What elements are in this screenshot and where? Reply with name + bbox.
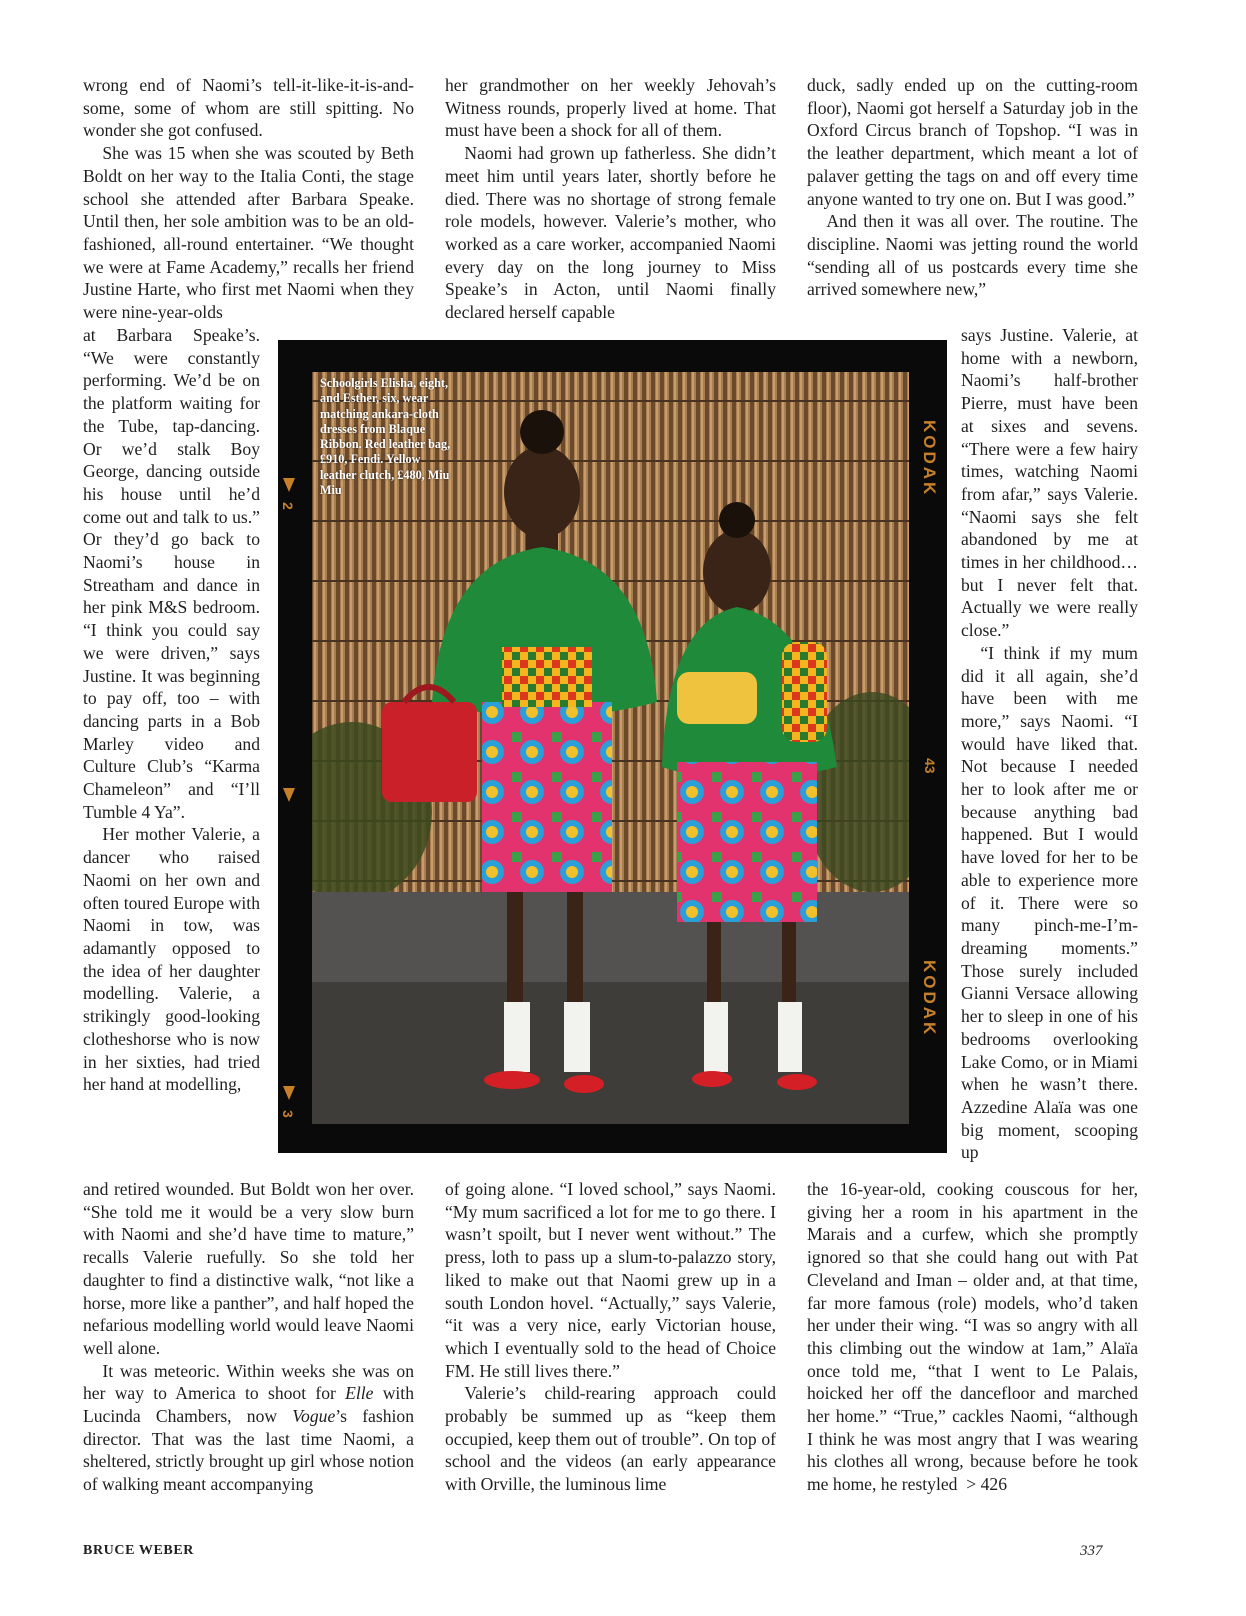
column-2-top — [445, 74, 776, 324]
paragraph: at Barbara Speake’s. “We were constantly performing. We’d be on the platform waiting for the Tube, tap-dancing. Or we’d stalk Boy George, dancing outside his house until he’d come out and talk to us.” Or they’d go back to Naomi’s house in Streatham and dance in her pink M&S bedroom. “I think you could say we were driven,” says Justine. It was beginning to pay off, too – with dancing parts in a Bob Marley video and Culture Club’s “Karma Chameleon” and “I’ll Tumble 4 Ya”. — [83, 325, 260, 822]
text-run: with Lucinda Chambers, now — [83, 1383, 414, 1427]
text-run: the 16-year-old, cooking couscous for her, giving her a room in his apartment in the Marais and a curfew, which she promptly ignored so that she could hang out with Pat Cleveland and Iman – older and, at that time, far more famous (role) models, who’d taken her under their wing. “I was so angry with all this climbing out the window at 1am,” Alaïa once told me, “that I went to Le Palais, hoicked her off the dancefloor and marched her home.” “True,” cackles Naomi, “although I think he was most angry that I was wearing his clothes all wrong, because before he took me home, he restyled — [807, 1179, 1138, 1495]
paragraph: Her mother Valerie, a dancer who raised Naomi on her own and often toured Europe with Naomi in tow, was adamantly opposed to the idea of her daughter modelling. Valerie, a strikingly good-looking clotheshorse who is now in her sixties, had tried her hand at modelling, — [83, 824, 260, 1095]
magazine-name: Vogue — [292, 1406, 336, 1427]
column-3-bottom — [807, 1178, 1138, 1496]
frame-number: 2 — [280, 502, 296, 510]
frame-number: 3 — [280, 1110, 296, 1118]
frame-marker-icon — [283, 478, 295, 492]
paragraph — [83, 1360, 414, 1496]
paragraph — [807, 1178, 1138, 1496]
film-brand-mark: KODAK — [920, 420, 939, 498]
frame-marker-icon — [283, 788, 295, 802]
column-3-narrow — [961, 324, 1138, 1164]
column-1-narrow — [83, 324, 260, 1096]
paragraph: says Justine. Valerie, at home with a newborn, Naomi’s half-brother Pierre, must have been at sixes and sevens. “There were a few hairy times, watching Naomi from afar,” says Valerie. “Naomi says she felt abandoned by me at times in her childhood… but I never felt that. Actually we were really close.” — [961, 325, 1138, 641]
column-3-top — [807, 74, 1138, 301]
paragraph: Naomi had grown up fatherless. She didn’t meet him until years later, shortly before he died. There was no shortage of strong female role models, however. Valerie’s mother, who worked as a care worker, accompanied Naomi every day on the long journey to Miss Speake’s in Acton, until Naomi finally declared herself capable — [445, 143, 776, 323]
paragraph: of going alone. “I loved school,” says Naomi. “My mum sacrificed a lot for me to go there. I wasn’t spoilt, but I never went without.” The press, loth to pass up a slum-to-palazzo story, liked to make out that Naomi grew up in a south London hovel. “Actually,” says Valerie, “it was a very nice, early Victorian house, which I eventually sold to the head of Choice FM. He still lives there.” — [445, 1179, 776, 1381]
column-1-top — [83, 74, 414, 324]
paragraph: And then it was all over. The routine. The discipline. Naomi was jetting round the world “sending all of us postcards every time she arrived somewhere new,” — [807, 211, 1138, 300]
paragraph: her grandmother on her weekly Jehovah’s Witness rounds, properly lived at home. That must have been a shock for all of them. — [445, 75, 776, 141]
column-2-bottom — [445, 1178, 776, 1496]
paragraph: “I think if my mum did it all again, she’d have been with me more,” says Naomi. “I would have liked that. Not because I needed her to look after me or because anything bad happened. But I would have loved for her to be able to experience more of it. There were so many pinch-me-I’m-dreaming moments.” Those surely included Gianni Versace allowing her to sleep in one of his bedrooms overlooking Lake Como, or in Miami when he wasn’t there. Azzedine Alaïa was one big moment, scooping up — [961, 642, 1138, 1163]
paragraph: duck, sadly ended up on the cutting-room floor), Naomi got herself a Saturday job in the Oxford Circus branch of Topshop. “I was in the leather department, which meant a lot of palaver getting the tags on and off every time anyone wanted to try one on. But I was good.” — [807, 75, 1138, 209]
column-1-bottom — [83, 1178, 414, 1496]
frame-number: 43 — [922, 758, 938, 774]
paragraph: and retired wounded. But Boldt won her over. “She told me it would be a very slow burn with Naomi and she’d have time to mature,” recalls Valerie ruefully. So she told her daughter to find a distinctive walk, “not like a horse, more like a panther”, and half hoped the nefarious modelling world would leave Naomi well alone. — [83, 1179, 414, 1358]
film-brand-mark: KODAK — [920, 960, 939, 1038]
continued-marker: > 426 — [966, 1474, 1007, 1495]
page-number: 337 — [1080, 1543, 1103, 1559]
text-run: ’s fashion director. That was the last time Naomi, a sheltered, strictly brought up girl whose notion of walking meant accompanying — [83, 1406, 414, 1495]
paragraph: Valerie’s child-rearing approach could probably be summed up as “keep them occupied, keep them out of trouble”. On top of school and the videos (an early appearance with Orville, the luminous lime — [445, 1383, 776, 1495]
photographer-credit: BRUCE WEBER — [83, 1543, 194, 1558]
paragraph: She was 15 when she was scouted by Beth Boldt on her way to the Italia Conti, the stage school she attended after Barbara Speake. Until then, her sole ambition was to be an old-fashioned, all-round entertainer. “We thought we were at Fame Academy,” recalls her friend Justine Harte, who first met Naomi when they were nine-year-olds — [83, 143, 414, 323]
text-run: It was meteoric. Within weeks she was on her way to America to shoot for — [83, 1360, 414, 1404]
photo-caption: Schoolgirls Elisha, eight, and Esther, six, wear matching ankara-cloth dresses from Blaque Ribbon. Red leather bag, £910, Fendi. Yellow leather clutch, £480, Miu Miu — [320, 376, 451, 498]
paragraph: wrong end of Naomi’s tell-it-like-it-is-and-some, some of whom are still spitting. No wonder she got confused. — [83, 75, 414, 141]
magazine-name: Elle — [345, 1383, 374, 1404]
frame-marker-icon — [283, 1086, 295, 1100]
